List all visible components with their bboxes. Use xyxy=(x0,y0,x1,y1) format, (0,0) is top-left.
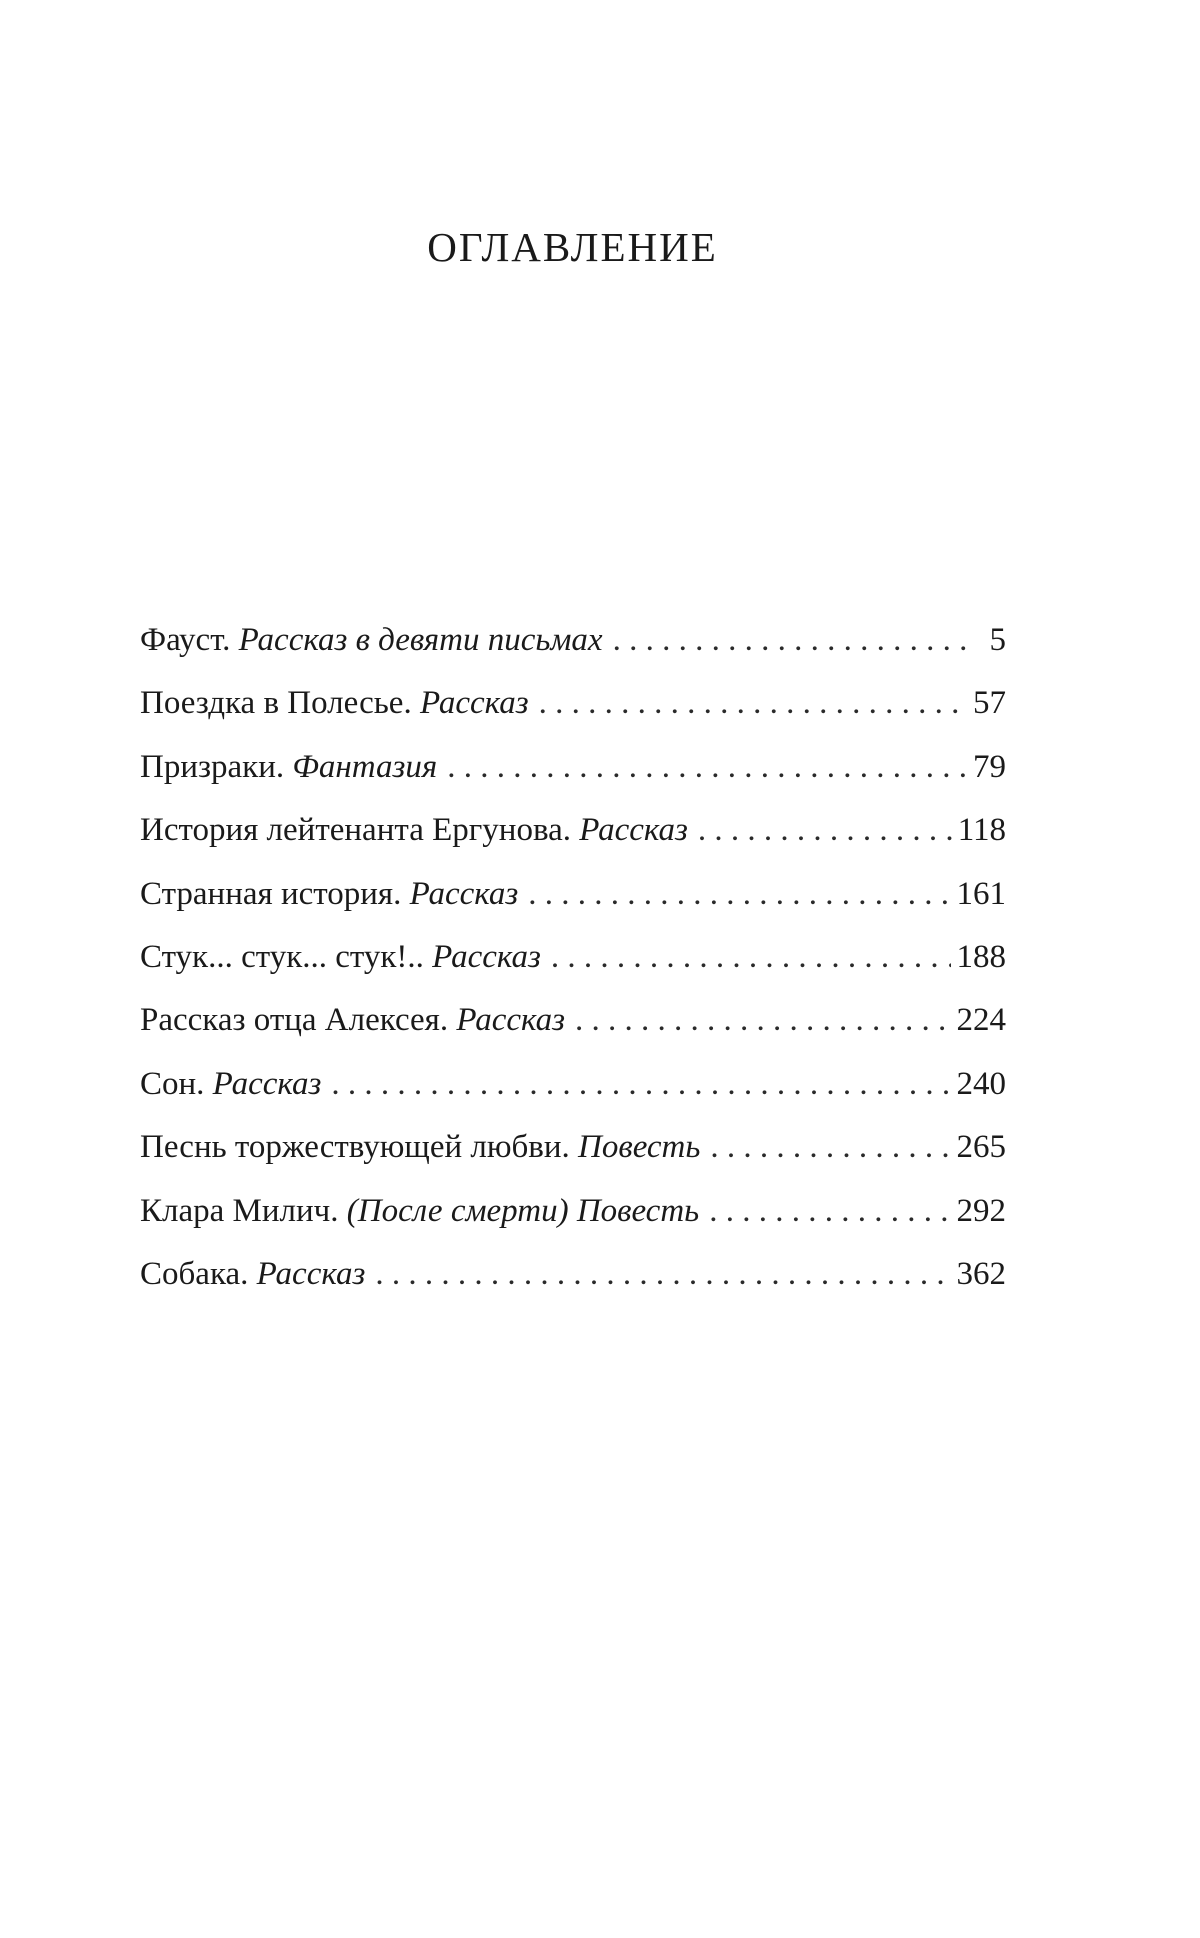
entry-page-number: 5 xyxy=(989,622,1006,658)
toc-entry xyxy=(140,1123,1006,1186)
entry-page-number: 292 xyxy=(956,1192,1006,1229)
entry-page-number: 188 xyxy=(956,938,1006,975)
toc-entry xyxy=(140,806,1006,869)
entry-title xyxy=(140,1187,699,1235)
toc-entry xyxy=(140,870,1006,933)
dot-leader xyxy=(447,743,967,791)
entry-genre: Фантазия xyxy=(292,748,438,785)
entry-work-title: Собака. xyxy=(140,1255,249,1292)
entry-genre: Рассказ xyxy=(419,685,529,722)
entry-page-number: 224 xyxy=(956,1002,1006,1039)
entry-title xyxy=(140,1250,365,1298)
entry-page-number: 240 xyxy=(956,1065,1006,1102)
entry-page-number: 57 xyxy=(973,685,1006,722)
entry-page-number: 161 xyxy=(956,875,1006,912)
toc-list xyxy=(140,616,1006,1313)
entry-work-title: Странная история. xyxy=(140,875,402,912)
toc-entry xyxy=(140,616,1006,679)
toc-entry xyxy=(140,1060,1006,1123)
entry-title xyxy=(140,933,541,981)
entry-genre: Рассказ xyxy=(212,1065,322,1102)
dot-leader xyxy=(331,1060,950,1108)
dot-leader xyxy=(575,996,950,1044)
dot-leader xyxy=(551,933,951,981)
entry-genre: Рассказ в девяти письмах xyxy=(238,622,603,658)
toc-entry xyxy=(140,679,1006,742)
entry-page-number: 118 xyxy=(957,812,1006,849)
dot-leader xyxy=(375,1250,950,1298)
toc-entry xyxy=(140,1250,1006,1313)
entry-genre: Рассказ xyxy=(456,1002,566,1039)
entry-work-title: Призраки. xyxy=(140,748,285,785)
entry-page-number: 79 xyxy=(973,748,1006,785)
entry-page-number: 362 xyxy=(956,1255,1006,1292)
entry-genre: Рассказ xyxy=(256,1255,366,1292)
toc-entry xyxy=(140,1187,1006,1250)
entry-work-title: История лейтенанта Ергунова. xyxy=(140,812,571,849)
entry-work-title: Клара Милич. xyxy=(140,1192,339,1229)
entry-genre: Рассказ xyxy=(432,938,541,975)
entry-genre: Повесть xyxy=(578,1129,701,1166)
entry-genre: Рассказ xyxy=(579,812,688,849)
entry-work-title: Рассказ отца Алексея. xyxy=(140,1002,449,1039)
entry-title xyxy=(140,679,529,727)
entry-title xyxy=(140,1123,700,1171)
dot-leader xyxy=(710,1123,950,1171)
toc-heading: ОГЛАВЛЕНИЕ xyxy=(427,224,718,270)
entry-title xyxy=(140,870,518,918)
toc-entry xyxy=(140,996,1006,1059)
entry-genre: Рассказ xyxy=(409,875,519,912)
toc-entry xyxy=(140,933,1006,996)
entry-work-title: Сон. xyxy=(140,1065,205,1102)
dot-leader xyxy=(528,870,950,918)
dot-leader xyxy=(709,1187,950,1235)
entry-genre: (После смерти) Повесть xyxy=(346,1192,700,1229)
entry-work-title: Песнь торжествующей любви. xyxy=(140,1129,570,1166)
entry-page-number: 265 xyxy=(956,1129,1006,1166)
entry-title xyxy=(140,806,688,854)
entry-title xyxy=(140,996,565,1044)
entry-title xyxy=(140,743,437,791)
dot-leader xyxy=(613,616,976,664)
entry-work-title: Поездка в Полесье. xyxy=(140,685,412,722)
entry-title xyxy=(140,616,603,664)
entry-work-title: Фауст. xyxy=(140,622,231,658)
entry-title xyxy=(140,1060,321,1108)
entry-work-title: Стук... стук... стук!.. xyxy=(140,938,424,975)
dot-leader xyxy=(539,679,967,727)
dot-leader xyxy=(698,806,952,854)
toc-entry xyxy=(140,743,1006,806)
